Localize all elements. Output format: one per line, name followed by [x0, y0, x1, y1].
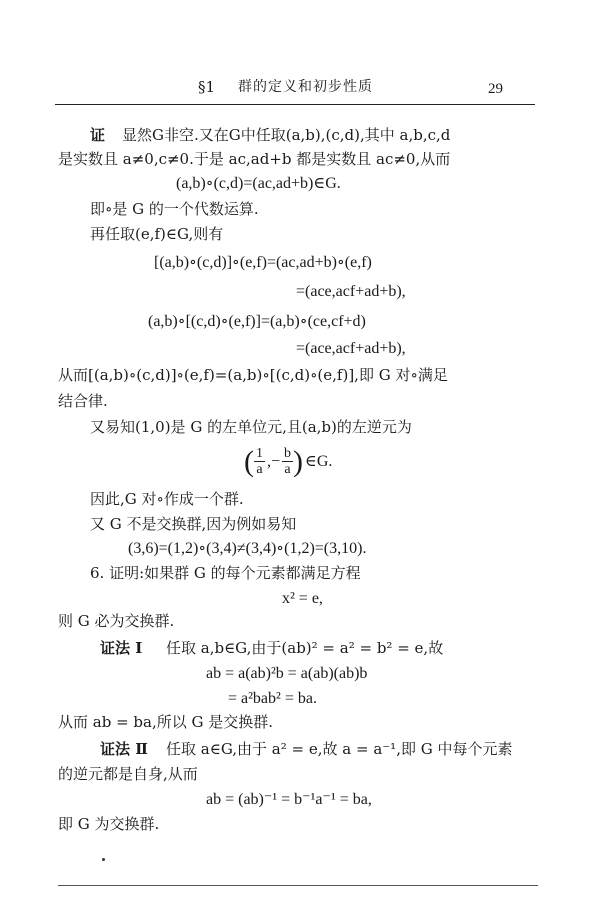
denominator: a — [284, 462, 291, 478]
equation: (3,6)=(1,2)∘(3,4)≠(3,4)∘(1,2)=(3,10). — [128, 540, 367, 557]
page-header-title: 群的定义和初步性质 — [238, 79, 373, 95]
text-line: 即 G 为交换群. — [58, 815, 160, 833]
separator: ,− — [267, 452, 281, 470]
text-line: 任取 a∈G,由于 a² = e,故 a = a⁻¹,即 G 中每个元素 — [166, 740, 513, 758]
equation: =(ace,acf+ad+b), — [296, 283, 406, 300]
scan-speck — [102, 858, 105, 861]
equation: x² = e, — [282, 590, 323, 607]
fraction — [282, 446, 293, 478]
equation: ab = a(ab)²b = a(ab)(ab)b — [206, 665, 368, 682]
text-line: 则 G 必为交换群. — [58, 612, 175, 630]
proof-method-label: 证法 Ⅱ — [100, 740, 148, 758]
text-line: 再任取(e,f)∈G,则有 — [90, 225, 224, 243]
denominator: a — [256, 462, 263, 478]
text-line: 从而 ab = ba,所以 G 是交换群. — [58, 713, 274, 731]
text-line: 显然G非空.又在G中任取(a,b),(c,d),其中 a,b,c,d — [122, 126, 451, 144]
equation: (a,b)∘[(c,d)∘(e,f)]=(a,b)∘(ce,cf+d) — [148, 313, 366, 330]
section-number: §1 — [198, 78, 216, 96]
exercise-statement: 6. 证明:如果群 G 的每个元素都满足方程 — [90, 564, 361, 582]
left-paren: ( — [244, 444, 254, 478]
text-line: 又 G 不是交换群,因为例如易知 — [90, 515, 297, 533]
equation: (a,b)∘(c,d)=(ac,ad+b)∈G. — [176, 175, 341, 192]
fraction-equation — [244, 446, 332, 478]
proof-method-label: 证法 Ⅰ — [100, 639, 143, 657]
text-line: 是实数且 a≠0,c≠0.于是 ac,ad+b 都是实数且 ac≠0,从而 — [58, 150, 451, 168]
equation: ab = (ab)⁻¹ = b⁻¹a⁻¹ = ba, — [206, 791, 372, 808]
fraction — [254, 446, 265, 478]
text-line: 从而[(a,b)∘(c,d)]∘(e,f)=(a,b)∘[(c,d)∘(e,f)],即 G 对∘满足 — [58, 366, 448, 384]
numerator: 1 — [256, 446, 263, 461]
text-line: 因此,G 对∘作成一个群. — [90, 490, 244, 508]
right-paren: ) — [293, 444, 304, 478]
numerator: b — [284, 446, 292, 461]
proof-label: 证 — [90, 126, 106, 144]
equation: = a²bab² = ba. — [228, 690, 317, 707]
footer-rule — [58, 885, 538, 886]
equation: [(a,b)∘(c,d)]∘(e,f)=(ac,ad+b)∘(e,f) — [154, 254, 372, 271]
text-line: 的逆元都是自身,从而 — [58, 765, 198, 783]
equation-tail: ∈G. — [305, 452, 333, 470]
page-number: 29 — [488, 81, 503, 97]
text-line: 即∘是 G 的一个代数运算. — [90, 200, 259, 218]
text-line: 任取 a,b∈G,由于(ab)² = a² = b² = e,故 — [166, 639, 444, 657]
equation: =(ace,acf+ad+b), — [296, 340, 406, 357]
header-rule — [55, 104, 535, 105]
text-line: 又易知(1,0)是 G 的左单位元,且(a,b)的左逆元为 — [90, 418, 412, 436]
text-line: 结合律. — [58, 392, 108, 410]
